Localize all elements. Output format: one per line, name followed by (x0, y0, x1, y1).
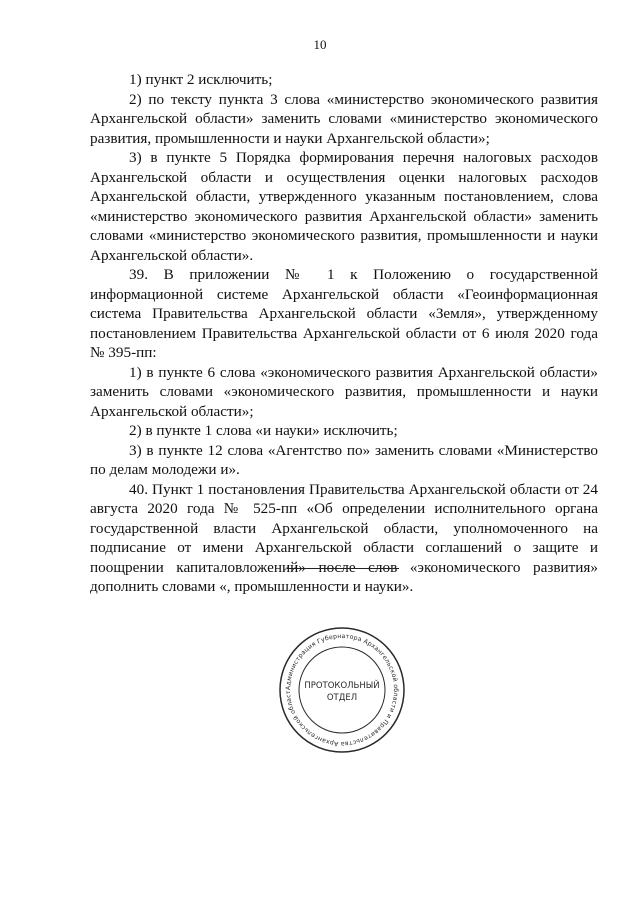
paragraph-item-1b: 1) в пункте 6 слова «экономического развития Архангельской области» заменить словами «экономического развития, промышленности и науки Архангельской области»; (90, 363, 598, 420)
paragraph-item-2b: 2) в пункте 1 слова «и науки» исключить; (129, 422, 398, 439)
official-stamp (277, 625, 407, 755)
paragraph-point-39: 39. В приложении № 1 к Положению о государственной информационной системе Архангельской области «Геоинформационная система Правительства Архангельской области «Земля», утвержденному постановлением Правительства Архангельской области от 6 июля 2020 года № 395-пп: (90, 266, 598, 361)
end-divider (287, 568, 399, 569)
stamp-center-line1: ПРОТОКОЛЬНЫЙ (304, 681, 380, 691)
document-body (90, 70, 598, 597)
paragraph-point-40: 40. Пункт 1 постановления Правительства Архангельской области от 24 августа 2020 года № 525-пп «Об определении исполнительного органа государственной власти Архангельской области, уполномоченного на подписание от имени Архангельской области соглашений о защите и поощрении капиталовложений» после слов «экономического развития» дополнить словами «, промышленности и науки». (90, 480, 598, 595)
stamp-ring-text: Администрация Губернатора Архангельской области и Правительства Архангельской област (284, 632, 400, 748)
page-number: 10 (313, 37, 327, 52)
paragraph-item-1: 1) пункт 2 исключить; (129, 71, 273, 88)
paragraph-item-2: 2) по тексту пункта 3 слова «министерство экономического развития Архангельской области» заменить словами «министерство экономического развития, промышленности и науки Архангельской области»; (90, 90, 598, 147)
stamp-icon (277, 625, 407, 755)
paragraph-item-3: 3) в пункте 5 Порядка формирования перечня налоговых расходов Архангельской области и осуществления оценки налоговых расходов Архангельской области, утвержденного указанным постановлением, слова «министерство экономического развития Архангельской области» заменить словами «министерство экономического развития, промышленности и науки Архангельской области». (90, 149, 598, 264)
stamp-center-line2: ОТДЕЛ (326, 693, 358, 703)
paragraph-item-3b: 3) в пункте 12 слова «Агентство по» заменить словами «Министерство по делам молодежи и». (90, 441, 598, 478)
